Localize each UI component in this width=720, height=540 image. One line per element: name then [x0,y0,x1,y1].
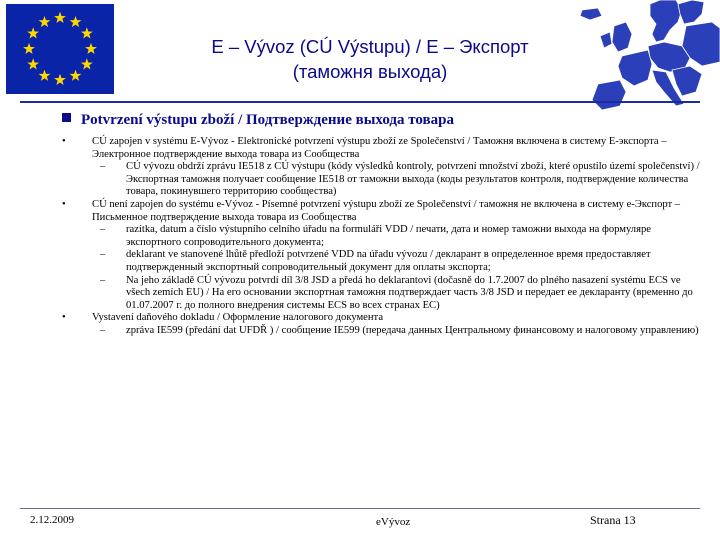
sub-list-item [62,249,702,274]
footer-date: 2.12.2009 [30,514,74,526]
dash-bullet: – [100,224,106,236]
page-title [130,34,610,84]
footer-divider [20,508,700,509]
square-bullet-icon [62,113,71,122]
sub-list-item-text: Na jeho základě CÚ vývozu potvrdí díl 3/8 JSD a předá ho deklarantovi (dočasně do 1.7.2007 do plného nasazení systému ECS ve všech zemích EU) / На его основании экспортная таможня подтверждает часть 3/8 JSD и передает ее декларанту (временно до 01.07.2007 г. до полного внедрения системы ECS во всех странах ЕС) [126,274,693,311]
dash-bullet: – [100,324,106,336]
flag-star-icon [54,12,66,23]
flag-star-icon [85,43,97,54]
dash-bullet: – [100,161,106,173]
bullet-icon: • [62,312,66,324]
flag-star-icon [54,74,66,85]
sub-list-item [62,275,702,313]
flag-star-icon [70,16,82,27]
slide-body [62,136,702,338]
sub-list-item-text: deklarant ve stanovené lhůtě předloží potvrzené VDD na úřadu vývozu / декларант в определенное время предоставляет подтвержденный экспортный сопроводительный документ для оплаты экспорта; [126,249,651,273]
list-item [62,199,702,224]
sub-list-item [62,224,702,249]
eu-flag-icon [6,4,114,94]
section-heading [62,112,454,129]
dash-bullet: – [100,249,106,261]
list-item [62,312,702,325]
section-heading-text: Potvrzení výstupu zboží / Подтверждение выхода товара [81,112,454,128]
flag-star-icon [81,58,93,69]
sub-list-item-text: zpráva IE599 (předání dat UFDŘ ) / сообщение IE599 (передача данных Центральному финансовому и налоговому управлению) [126,324,699,336]
footer-title: eVývoz [376,516,411,528]
eu-flag-stars [6,4,114,94]
list-item-text: Vystavení daňového dokladu / Оформление налогового документа [92,312,384,324]
flag-star-icon [27,27,39,38]
flag-star-icon [27,58,39,69]
flag-star-icon [39,70,51,81]
flag-star-icon [39,16,51,27]
sub-list-item [62,325,702,338]
bullet-icon: • [62,136,66,147]
list-item-text: CÚ zapojen v systému E-Vývoz - Elektronické potvrzení výstupu zboží ze Společenství / Таможня включена в систему Е-экспорта – Электронное подтверждение выхода товара из Сообщества [92,136,667,160]
flag-star-icon [23,43,35,54]
bullet-icon: • [62,198,66,210]
title-line-2: (таможня выхода) [292,61,448,82]
page-number: Strana 13 [590,513,636,527]
list-item-text: CÚ není zapojen do systému e-Vývoz - Písemné potvrzení výstupu zboží ze Společenství / таможня не включена в систему е-Экспорт – Письменное подтверждение выхода товара из Сообщества [92,198,681,223]
sub-list-item-text: razítka, datum a číslo výstupního celního úřadu na formuláři VDD / печати, дата и номер таможни выхода на формуляре экспортного сопроводительного документа; [126,224,651,248]
flag-star-icon [70,70,82,81]
dash-bullet: – [100,274,106,286]
title-line-1: E – Vývoz (CÚ Výstupu) / E – Экспорт [211,36,529,57]
sub-list-item [62,161,702,199]
sub-list-item-text: CÚ vývozu obdrží zprávu IE518 z CÚ výstupu (kódy výsledků kontroly, potvrzení množství zboží, které opustilo území společenství) / Экспортная таможня получает сообщение IE518 от таможни выхода (коды результатов контроля, подтверждение количества товара, покинувшего территорию сообщества) [126,161,700,198]
flag-star-icon [81,27,93,38]
list-item [62,136,702,161]
title-divider [20,101,700,103]
